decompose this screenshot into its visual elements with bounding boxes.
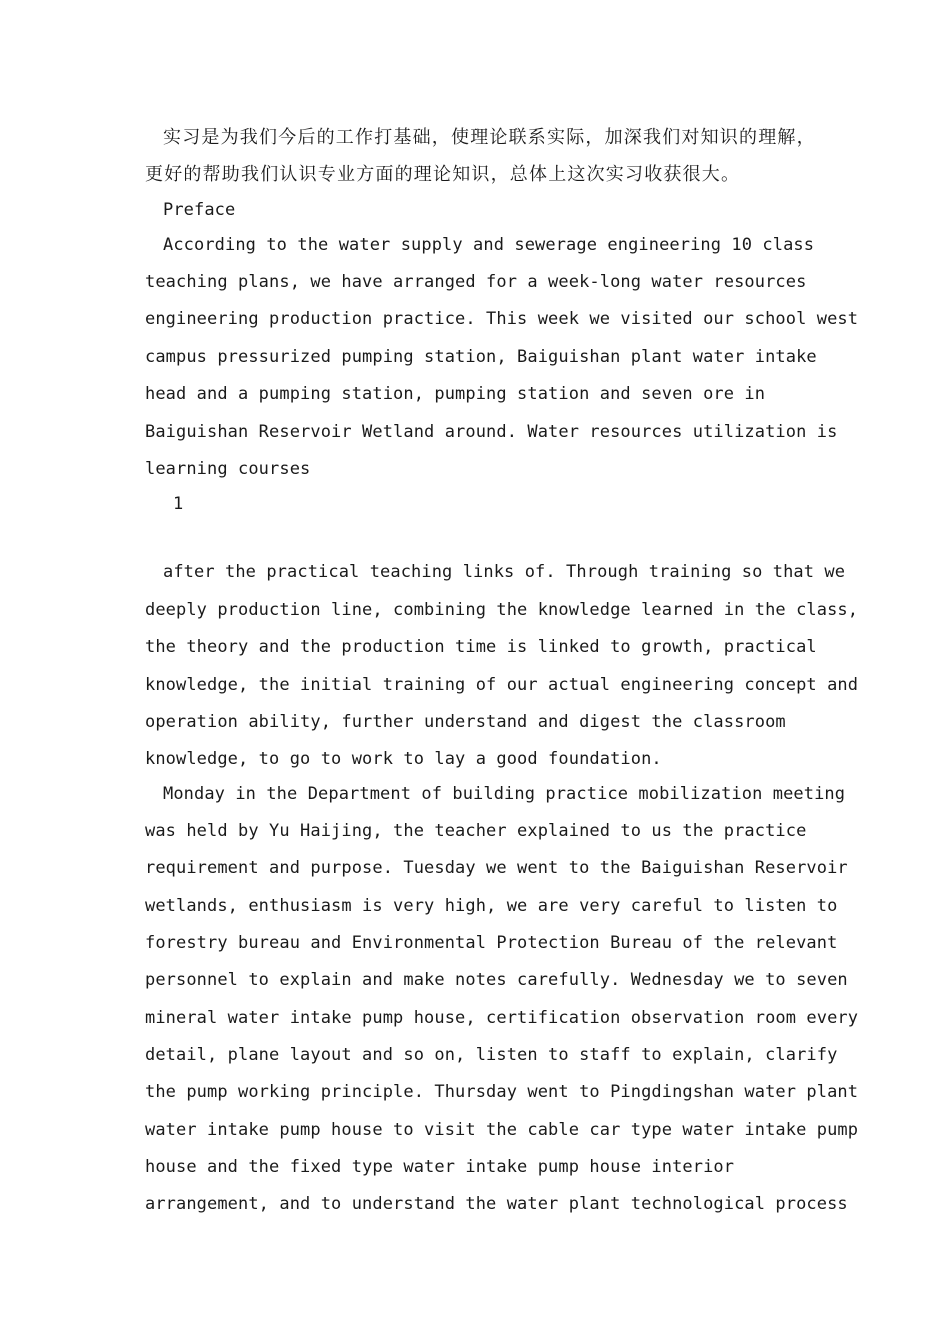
text-line: was held by Yu Haijing, the teacher explained to us the practice	[145, 821, 807, 841]
text-line: house and the fixed type water intake pump house interior	[145, 1157, 735, 1177]
text-line: operation ability, further understand and digest the classroom	[145, 712, 786, 732]
text-line: forestry bureau and Environmental Protection Bureau of the relevant	[145, 933, 838, 953]
text-line: personnel to explain and make notes carefully. Wednesday we to seven	[145, 970, 848, 990]
text-line: campus pressurized pumping station, Baiguishan plant water intake	[145, 347, 817, 367]
text-line: 实习是为我们今后的工作打基础，使理论联系实际，加深我们对知识的理解，	[163, 127, 816, 148]
text-line: mineral water intake pump house, certification observation room every	[145, 1008, 859, 1028]
text-line: According to the water supply and sewerage engineering 10 class	[163, 235, 815, 255]
text-line: engineering production practice. This week we visited our school west	[145, 309, 859, 329]
text-line: learning courses	[145, 459, 311, 479]
text-line: after the practical teaching links of. Through training so that we	[163, 562, 846, 582]
text-line: the pump working principle. Thursday went to Pingdingshan water plant	[145, 1082, 859, 1102]
text-line: 更好的帮助我们认识专业方面的理论知识，总体上这次实习收获很大。	[145, 164, 741, 185]
text-line: knowledge, to go to work to lay a good foundation.	[145, 749, 662, 769]
text-line: requirement and purpose. Tuesday we went to the Baiguishan Reservoir	[145, 858, 848, 878]
page-number: 1	[173, 494, 184, 514]
text-line: detail, plane layout and so on, listen to staff to explain, clarify	[145, 1045, 838, 1065]
text-line: head and a pumping station, pumping station and seven ore in	[145, 384, 766, 404]
text-line: teaching plans, we have arranged for a week-long water resources	[145, 272, 807, 292]
text-line: the theory and the production time is linked to growth, practical	[145, 637, 817, 657]
text-line: Monday in the Department of building practice mobilization meeting	[163, 784, 846, 804]
text-line: wetlands, enthusiasm is very high, we are very careful to listen to	[145, 896, 838, 916]
text-line: arrangement, and to understand the water plant technological process	[145, 1194, 848, 1214]
text-line: water intake pump house to visit the cable car type water intake pump	[145, 1120, 859, 1140]
text-line: Baiguishan Reservoir Wetland around. Water resources utilization is	[145, 422, 838, 442]
section-heading: Preface	[163, 200, 236, 220]
text-line: deeply production line, combining the knowledge learned in the class,	[145, 600, 859, 620]
text-line: knowledge, the initial training of our actual engineering concept and	[145, 675, 859, 695]
